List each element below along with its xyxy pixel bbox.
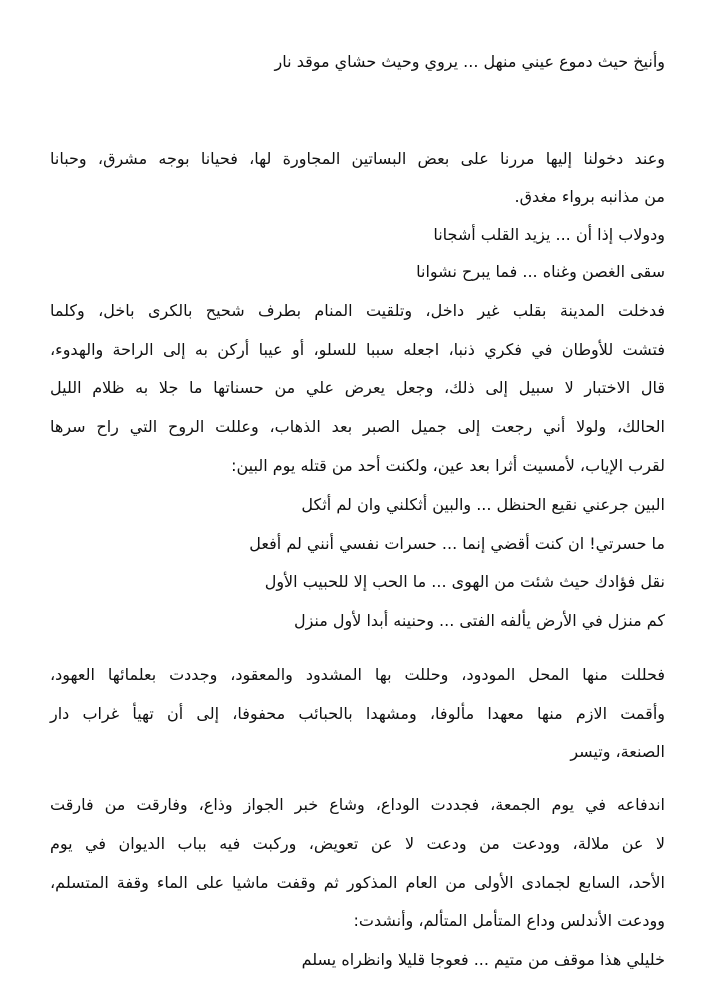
paragraph-line: وأقمت الازم منها معهدا مألوفا، ومشهدا بالحبائب محفوفا، إلى أن تهيأ غراب دار	[50, 704, 665, 723]
paragraph-line: اندفاعه في يوم الجمعة، فجددت الوداع، وشاع خبر الجواز وذاع، وفارقت من فارقت	[50, 795, 665, 814]
verse-line: البين جرعني نقيع الحنظل ... والبين أثكلني وان لم أثكل	[301, 495, 665, 514]
paragraph-line: فدخلت المدينة بقلب غير داخل، وتلقيت المنام بطرف شحيح بالكرى باخل، وكلما	[50, 301, 665, 320]
paragraph-line: فحللت منها المحل المودود، وحللت بها المشدود والمعقود، وجددت بعلمائها العهود،	[50, 665, 665, 684]
paragraph-line: الصنعة، وتيسر	[570, 742, 665, 761]
paragraph-line: لقرب الإياب، لأمسيت أثرا بعد عين، ولكنت أحد من قتله يوم البين:	[231, 456, 665, 475]
paragraph-line: لا عن ملالة، وودعت من ودعت لا عن تعويض، وركبت فيه بباب الديوان في يوم	[50, 834, 665, 853]
verse-line: سقى الغصن وغناه ... فما يبرح نشوانا	[416, 262, 665, 281]
paragraph-line: الأحد، السابع لجمادى الأولى من العام المذكور ثم وقفت ماشيا على الماء وقفة المتسلم،	[50, 873, 665, 892]
verse-line: ودولاب إذا أن ... يزيد القلب أشجانا	[433, 225, 665, 244]
verse-line: خليلي هذا موقف من متيم ... فعوجا قليلا وانظراه يسلم	[301, 950, 665, 969]
paragraph-line: فتشت للأوطان في فكري ذنبا، اجعله سببا للسلو، أو عيبا أركن به إلى الراحة والهدوء،	[50, 340, 665, 359]
paragraph-line: الحالك، ولولا أني رجعت إلى جميل الصبر بعد الذهاب، وعللت الروح التي راح سرها	[50, 417, 665, 436]
paragraph-line: قال الاختبار لا سبيل إلى ذلك، وجعل يعرض علي من حسناتها ما جلا به ظلام الليل	[50, 378, 665, 397]
verse-line: ما حسرتي! ان كنت أقضي إنما ... حسرات نفسي أنني لم أفعل	[249, 534, 665, 553]
paragraph-line: وعند دخولنا إليها مررنا على بعض البساتين المجاورة لها، فحيانا بوجه مشرق، وحبانا	[50, 149, 665, 168]
verse-line: نقل فؤادك حيث شئت من الهوى ... ما الحب إلا للحبيب الأول	[264, 572, 665, 591]
paragraph-line: وودعت الأندلس وداع المتأمل المتألم، وأنشدت:	[353, 911, 665, 930]
verse-line: وأنيخ حيث دموع عيني منهل ... يروي وحيث حشاي موقد نار	[274, 52, 665, 71]
verse-line: كم منزل في الأرض يألفه الفتى ... وحنينه أبدا لأول منزل	[293, 611, 665, 630]
paragraph-line: من مذانبه برواء مغدق.	[514, 187, 665, 206]
